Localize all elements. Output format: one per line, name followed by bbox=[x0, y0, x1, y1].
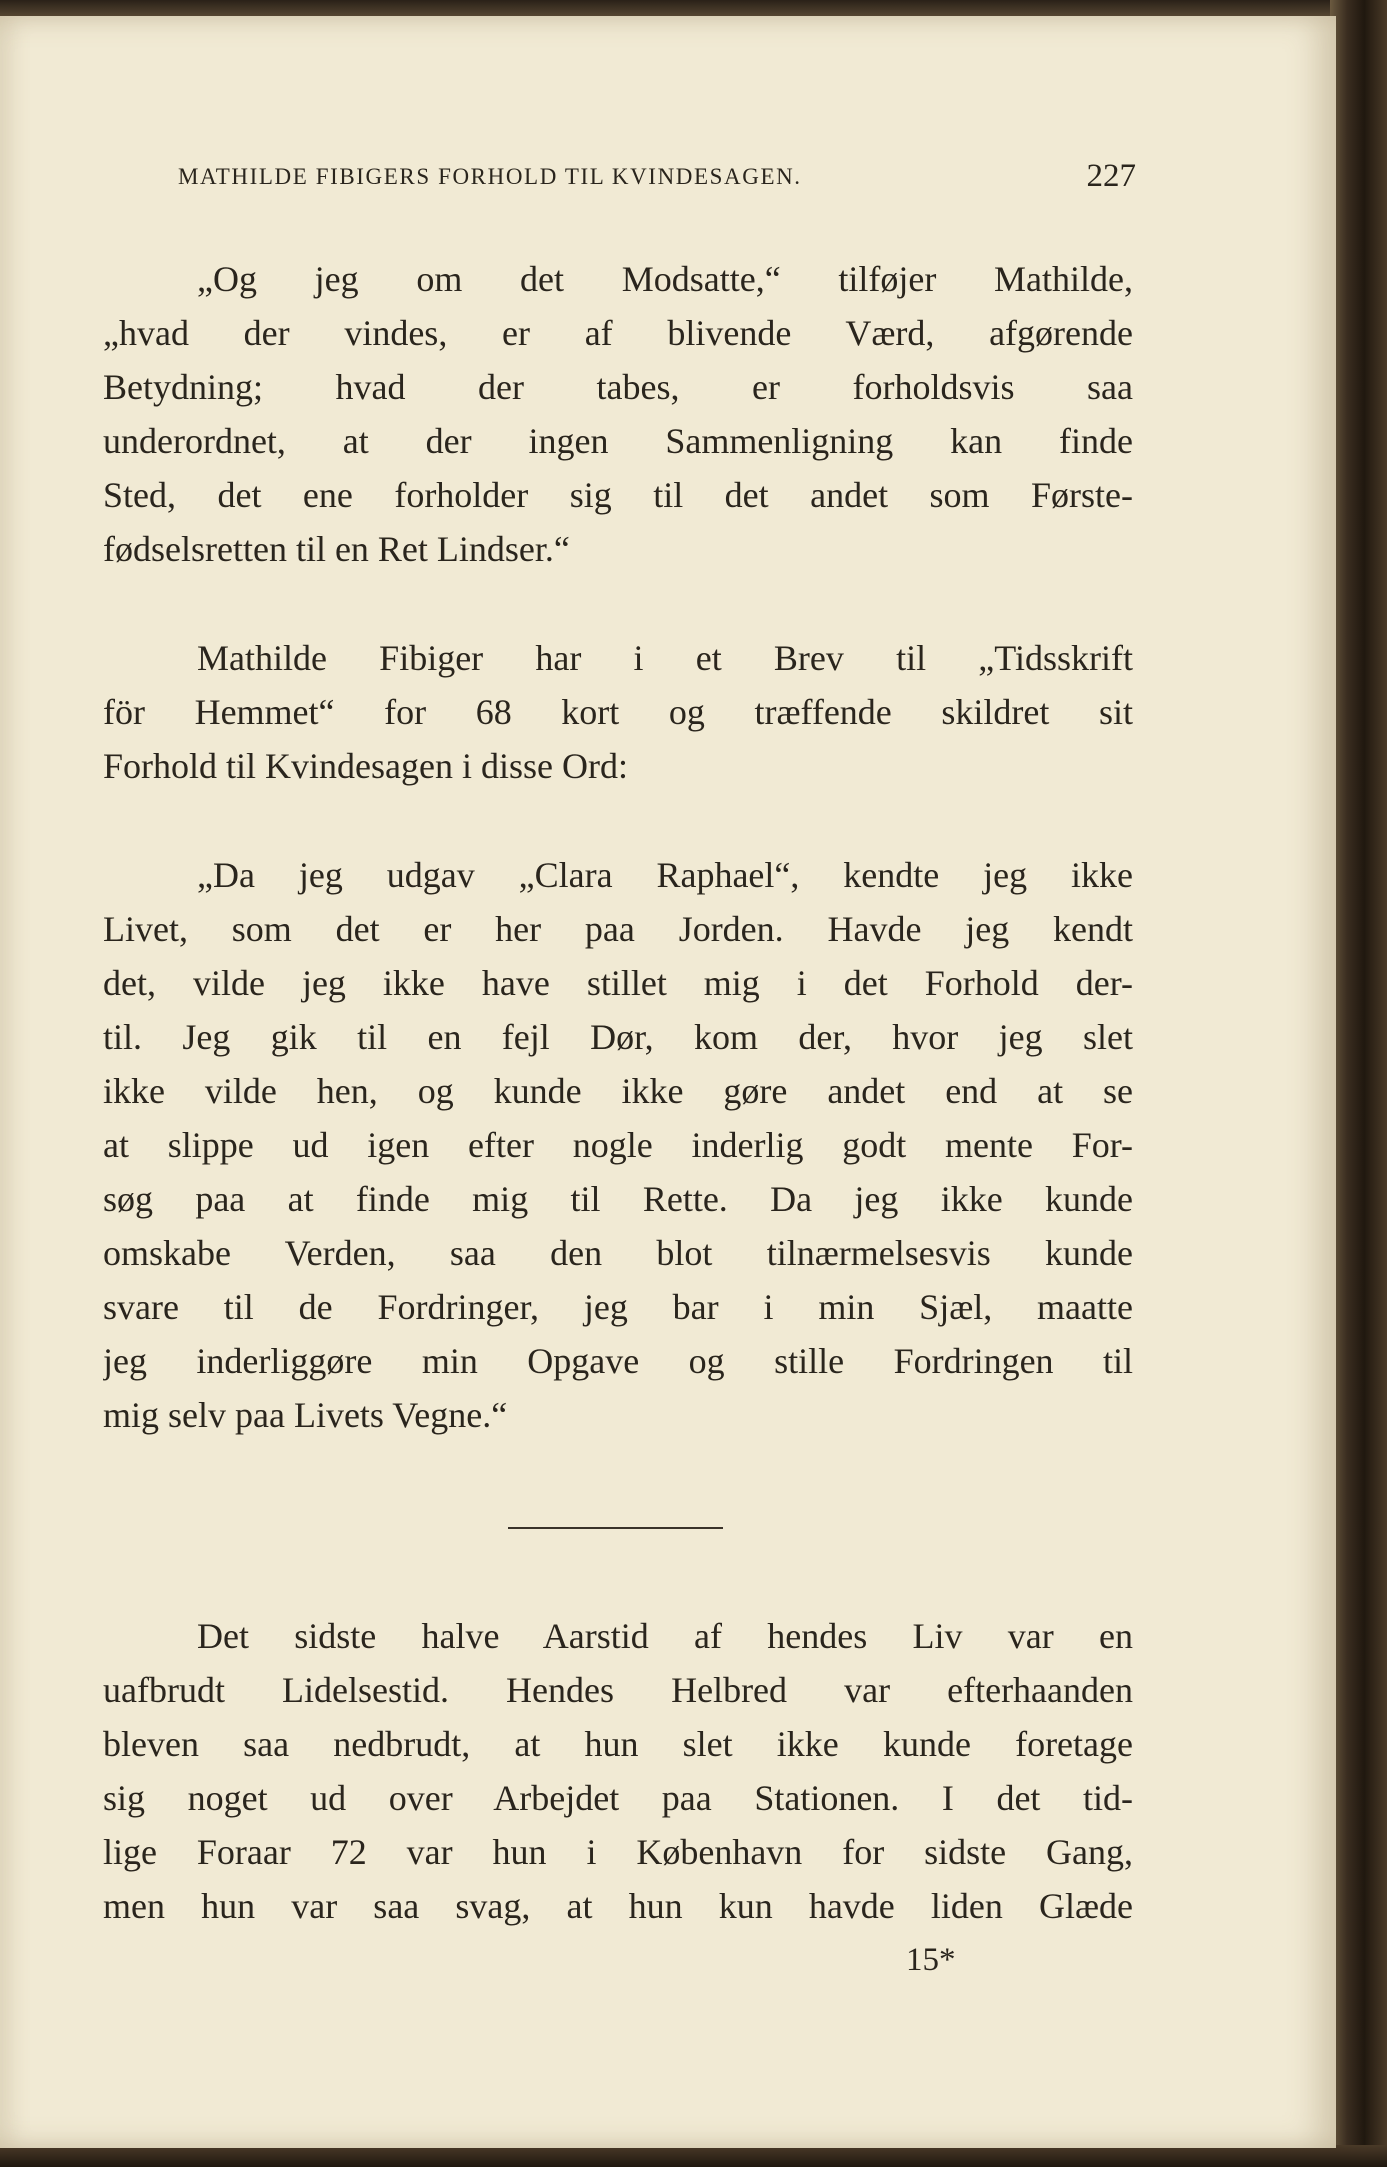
text-line: för Hemmet“ for 68 kort og træffende skildret sit bbox=[103, 692, 1133, 732]
text-line: søg paa at finde mig til Rette. Da jeg ikke kunde bbox=[103, 1179, 1133, 1219]
text-line: „Da jeg udgav „Clara Raphael“, kendte jeg ikke bbox=[197, 855, 1133, 895]
text-line: Livet, som det er her paa Jorden. Havde jeg kendt bbox=[103, 909, 1133, 949]
text-line: lige Foraar 72 var hun i København for sidste Gang, bbox=[103, 1832, 1133, 1872]
text-line: til. Jeg gik til en fejl Dør, kom der, hvor jeg slet bbox=[103, 1017, 1133, 1057]
body-text bbox=[103, 252, 1133, 1442]
text-line: svare til de Fordringer, jeg bar i min Sjæl, maatte bbox=[103, 1287, 1133, 1327]
text-line: at slippe ud igen efter nogle inderlig godt mente For- bbox=[103, 1125, 1133, 1165]
paragraph-letter-intro bbox=[103, 631, 1133, 793]
text-line: Mathilde Fibiger har i et Brev til „Tidsskrift bbox=[197, 638, 1133, 678]
text-line: mig selv paa Livets Vegne.“ bbox=[103, 1395, 508, 1435]
book-spine-edge bbox=[1330, 0, 1387, 2167]
text-line: „hvad der vindes, er af blivende Værd, afgørende bbox=[103, 313, 1133, 353]
text-line: fødselsretten til en Ret Lindser.“ bbox=[103, 529, 570, 569]
text-line: Forhold til Kvindesagen i disse Ord: bbox=[103, 746, 628, 786]
text-line: ikke vilde hen, og kunde ikke gøre andet end at se bbox=[103, 1071, 1133, 1111]
text-line: Sted, det ene forholder sig til det andet som Første- bbox=[103, 475, 1133, 515]
paragraph-letter-quote bbox=[103, 848, 1133, 1442]
text-line: sig noget ud over Arbejdet paa Stationen. I det tid- bbox=[103, 1778, 1133, 1818]
text-line: uafbrudt Lidelsestid. Hendes Helbred var efterhaanden bbox=[103, 1670, 1133, 1710]
text-line: omskabe Verden, saa den blot tilnærmelsesvis kunde bbox=[103, 1233, 1133, 1273]
text-line: Det sidste halve Aarstid af hendes Liv var en bbox=[197, 1616, 1133, 1656]
text-line: Betydning; hvad der tabes, er forholdsvis saa bbox=[103, 367, 1133, 407]
text-line: bleven saa nedbrudt, at hun slet ikke kunde foretage bbox=[103, 1724, 1133, 1764]
text-line: men hun var saa svag, at hun kun havde liden Glæde bbox=[103, 1886, 1133, 1926]
running-title: MATHILDE FIBIGERS FORHOLD TIL KVINDESAGEN. bbox=[178, 164, 802, 189]
book-edge-bottom bbox=[0, 2145, 1387, 2167]
text-line: „Og jeg om det Modsatte,“ tilføjer Mathilde, bbox=[197, 259, 1133, 299]
paragraph-quote-mathilde bbox=[103, 252, 1133, 576]
paragraph-final-months bbox=[103, 1609, 1133, 1933]
page-number: 227 bbox=[1086, 158, 1136, 194]
running-head bbox=[178, 158, 1136, 198]
text-line: det, vilde jeg ikke have stillet mig i det Forhold der- bbox=[103, 963, 1133, 1003]
printer-signature-mark: 15* bbox=[906, 1942, 956, 1978]
text-line: jeg inderliggøre min Opgave og stille Fordringen til bbox=[103, 1341, 1133, 1381]
text-line: underordnet, at der ingen Sammenligning kan finde bbox=[103, 421, 1133, 461]
section-divider-rule bbox=[508, 1527, 723, 1529]
